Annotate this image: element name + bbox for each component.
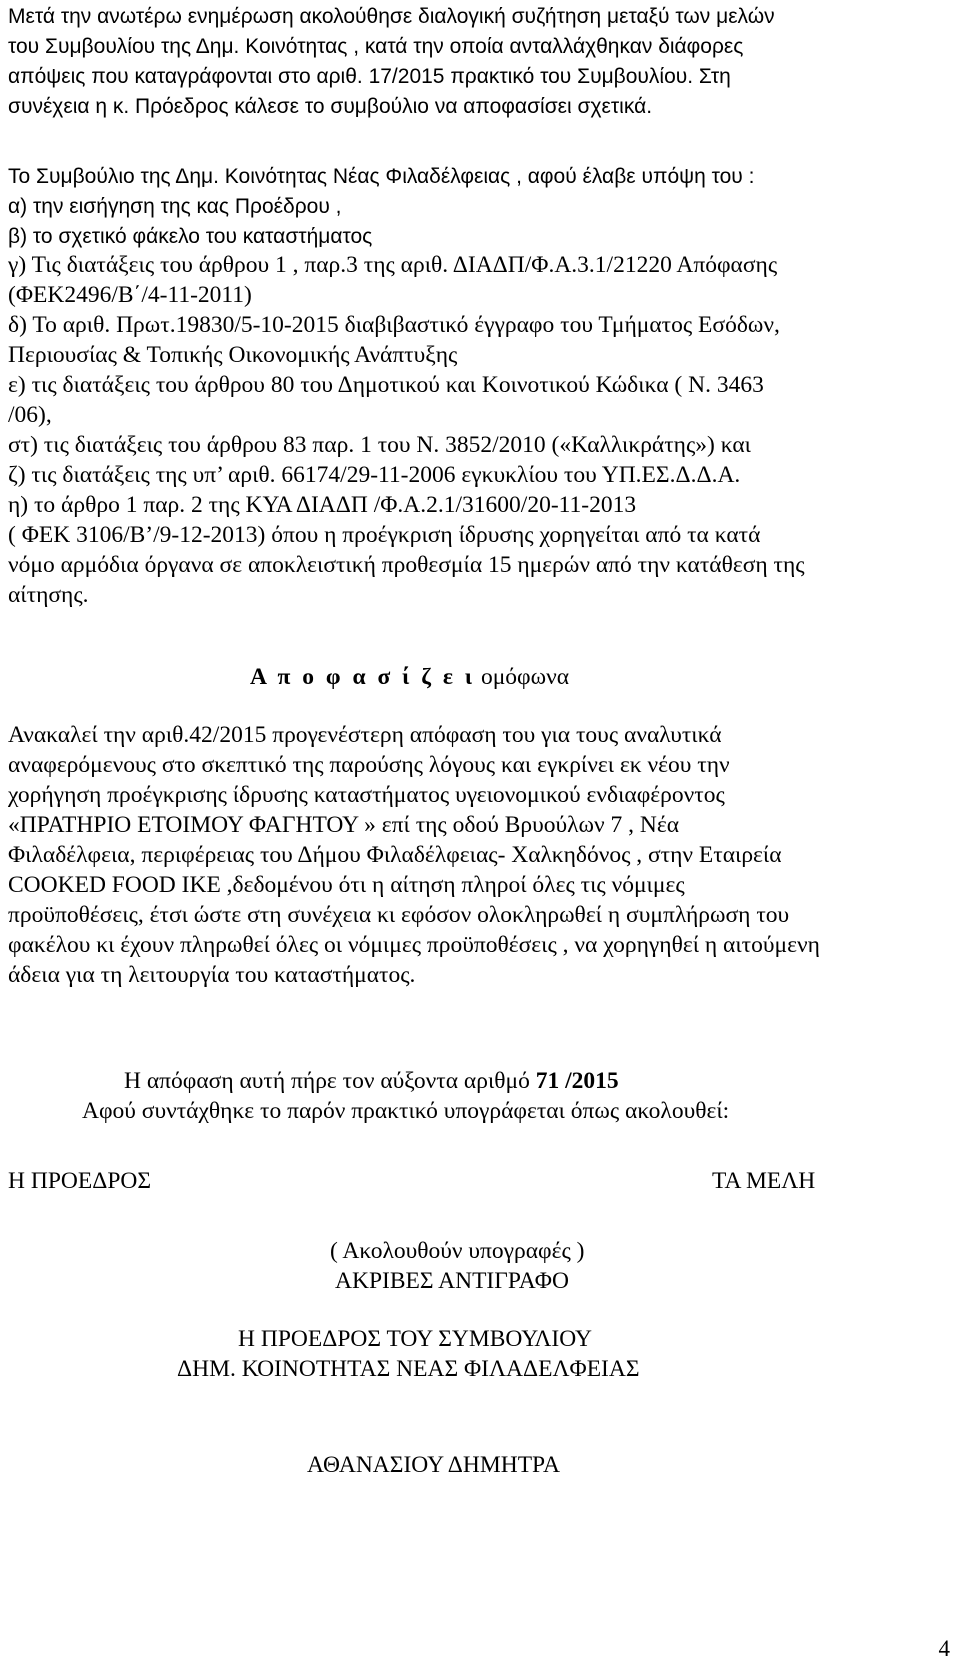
intro-line: Μετά την ανωτέρω ενημέρωση ακολούθησε διαλογική συζήτηση μεταξύ των μελών (8, 5, 775, 28)
intro-line: απόψεις που καταγράφονται στο αριθ. 17/2015 πρακτικό του Συμβουλίου. Στη (8, 65, 731, 88)
consideration-line: ζ) τις διατάξεις της υπ’ αριθ. 66174/29-11-2006 εγκυκλίου του ΥΠ.ΕΣ.Δ.Δ.Α. (8, 462, 741, 488)
decision-heading (250, 662, 569, 692)
page-number: 4 (938, 1636, 950, 1661)
decision-line: Φιλαδέλφεια, περιφέρειας του Δήμου Φιλαδέλφειας- Χαλκηδόνος , στην Εταιρεία (8, 842, 782, 868)
follow-signatures: ( Ακολουθούν υπογραφές ) (330, 1238, 585, 1264)
consideration-line: ( ΦΕΚ 3106/Β’/9-12-2013) όπου η προέγκριση ίδρυσης χορηγείται από τα κατά (8, 522, 761, 548)
consideration-line: β) το σχετικό φάκελο του καταστήματος (8, 225, 373, 248)
consideration-line: /06), (8, 402, 52, 428)
decision-number-prefix: Η απόφαση αυτή πήρε τον αύξοντα αριθμό (124, 1068, 530, 1094)
decision-line: προϋποθέσεις, έτσι ώστε στη συνέχεια κι εφόσον ολοκληρωθεί η συμπλήρωση του (8, 902, 790, 928)
consideration-line: γ) Τις διατάξεις του άρθρου 1 , παρ.3 της αριθ. ΔΙΑΔΠ/Φ.Α.3.1/21220 Απόφασης (8, 252, 778, 278)
consideration-line: δ) Το αριθ. Πρωτ.19830/5-10-2015 διαβιβαστικό έγγραφο του Τμήματος Εσόδων, (8, 312, 780, 338)
signatory-title: Η ΠΡΟΕΔΡΟΣ ΤΟΥ ΣΥΜΒΟΥΛΙΟΥ (238, 1326, 592, 1352)
true-copy-label: ΑΚΡΙΒΕΣ ΑΝΤΙΓΡΑΦΟ (335, 1268, 569, 1294)
consideration-line: (ΦΕΚ2496/Β΄/4-11-2011) (8, 282, 252, 308)
decision-number: 71 /2015 (535, 1068, 619, 1094)
decision-line: COOKED FOOD IKE ,δεδομένου ότι η αίτηση πληροί όλες τις νόμιμες (8, 872, 685, 898)
consideration-line: η) το άρθρο 1 παρ. 2 της ΚΥΑ ΔΙΑΔΠ /Φ.Α.2.1/31600/20-11-2013 (8, 492, 637, 518)
decision-line: Ανακαλεί την αριθ.42/2015 προγενέστερη απόφαση του για τους αναλυτικά (8, 722, 722, 748)
consideration-line: Περιουσίας & Τοπικής Οικονομικής Ανάπτυξης (8, 342, 458, 368)
decision-heading-suffix: ομόφωνα (480, 664, 570, 690)
consideration-line: νόμο αρμόδια όργανα σε αποκλειστική προθεσμία 15 ημερών από την κατάθεση της (8, 552, 805, 578)
decision-line: φακέλου κι έχουν πληρωθεί όλες οι νόμιμες προϋποθέσεις , να χορηγηθεί η αιτούμενη (8, 932, 820, 958)
president-label: Η ΠΡΟΕΔΡΟΣ (8, 1168, 152, 1194)
consideration-line: α) την εισήγηση της κας Προέδρου , (8, 195, 342, 218)
intro-line: συνέχεια η κ. Πρόεδρος κάλεσε το συμβούλιο να αποφασίσει σχετικά. (8, 95, 653, 118)
decision-heading-main: Α π ο φ α σ ί ζ ε ι (250, 664, 476, 690)
consideration-line: στ) τις διατάξεις του άρθρου 83 παρ. 1 του Ν. 3852/2010 («Καλλικράτης») και (8, 432, 751, 458)
consideration-line: Το Συμβούλιο της Δημ. Κοινότητας Νέας Φιλαδέλφειας , αφού έλαβε υπόψη του : (8, 165, 755, 188)
decision-line: αναφερόμενους στο σκεπτικό της παρούσης λόγους και εγκρίνει εκ νέου την (8, 752, 730, 778)
decision-number-line (124, 1066, 619, 1096)
signature-instruction: Αφού συντάχθηκε το παρόν πρακτικό υπογράφεται όπως ακολουθεί: (82, 1098, 730, 1124)
decision-line: άδεια για τη λειτουργία του καταστήματος. (8, 962, 416, 988)
consideration-line: ε) τις διατάξεις του άρθρου 80 του Δημοτικού και Κοινοτικού Κώδικα ( Ν. 3463 (8, 372, 764, 398)
consideration-line: αίτησης. (8, 582, 89, 608)
members-label: ΤΑ ΜΕΛΗ (712, 1168, 816, 1194)
decision-line: «ΠΡΑΤΗΡΙΟ ΕΤΟΙΜΟΥ ΦΑΓΗΤΟΥ » επί της οδού Βρυούλων 7 , Νέα (8, 812, 680, 838)
signatory-name: ΑΘΑΝΑΣΙΟΥ ΔΗΜΗΤΡΑ (307, 1452, 560, 1478)
intro-line: του Συμβουλίου της Δημ. Κοινότητας , κατά την οποία ανταλλάχθηκαν διάφορες (8, 35, 744, 58)
signatory-community: ΔΗΜ. ΚΟΙΝΟΤΗΤΑΣ ΝΕΑΣ ΦΙΛΑΔΕΛΦΕΙΑΣ (177, 1356, 640, 1382)
decision-line: χορήγηση προέγκρισης ίδρυσης καταστήματος υγειονομικού ενδιαφέροντος (8, 782, 725, 808)
